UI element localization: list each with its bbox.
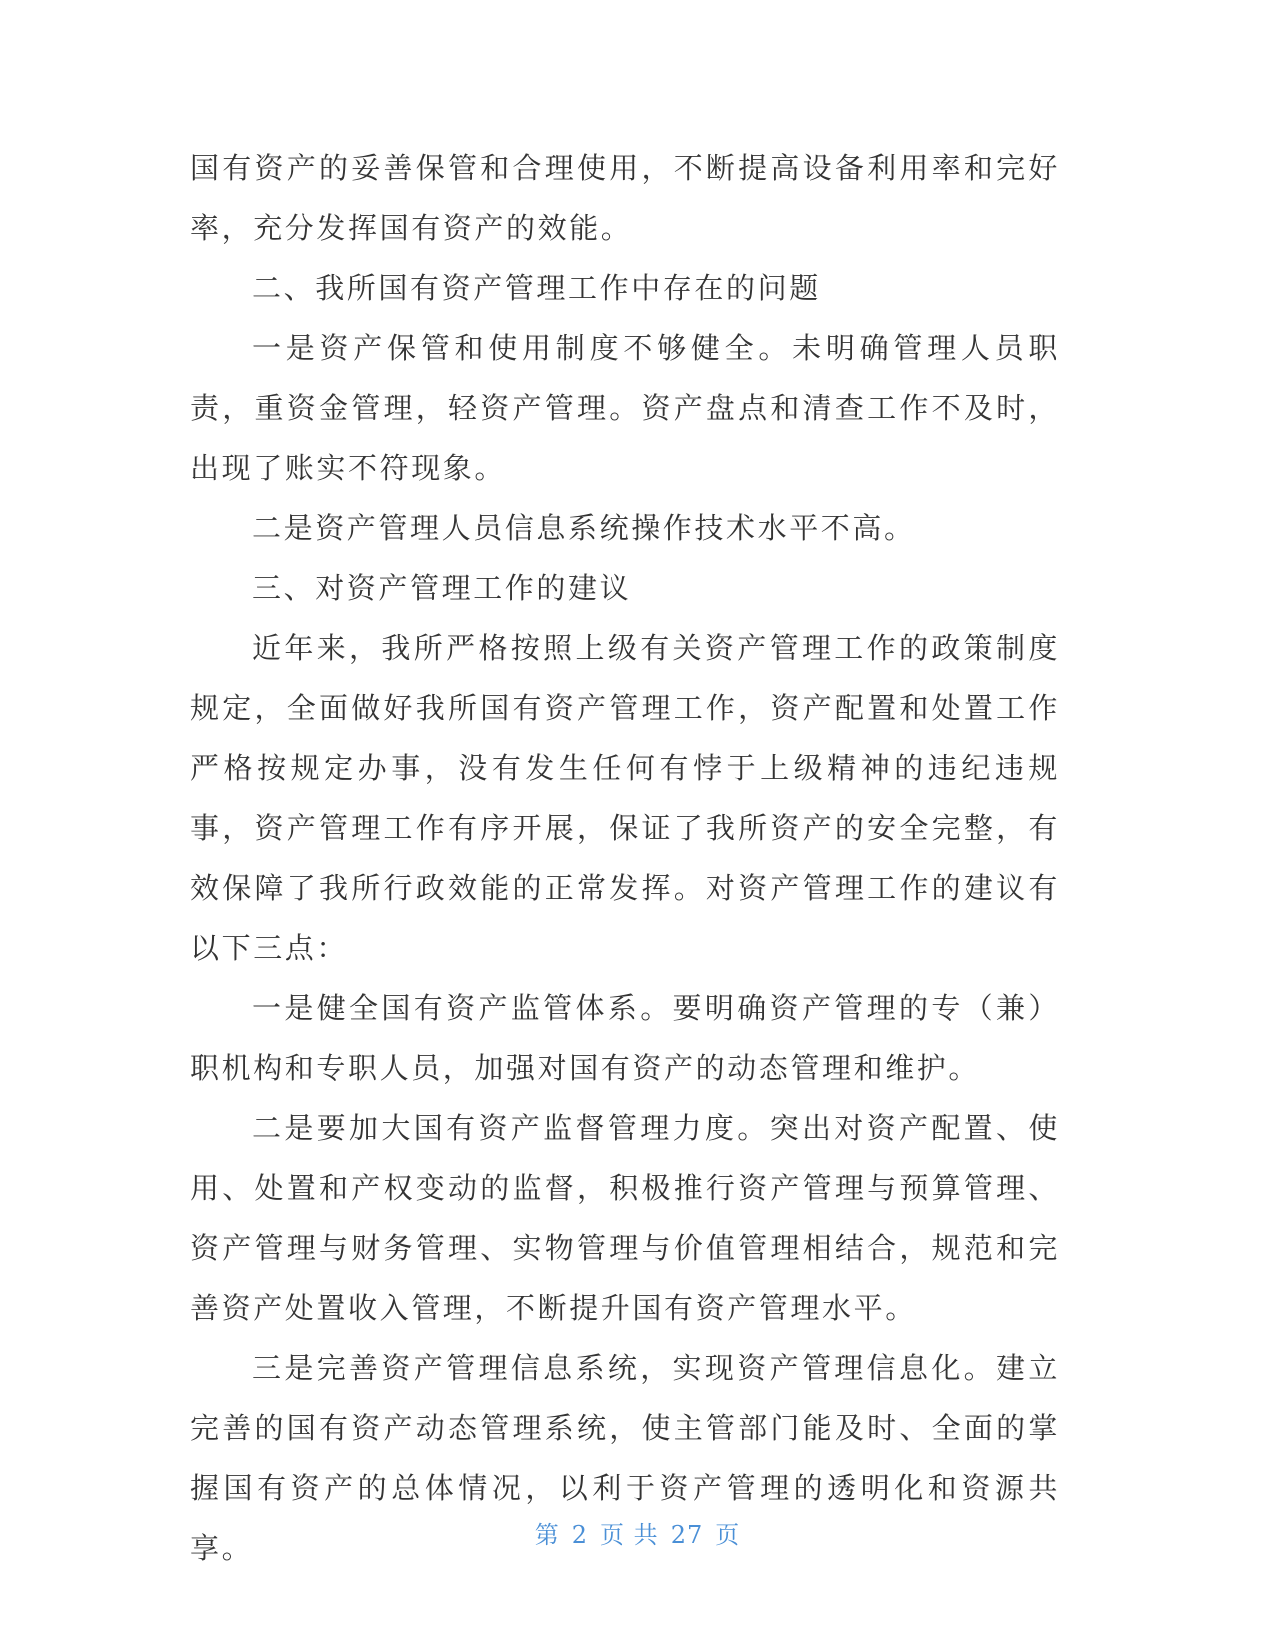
document-body: [190, 138, 1060, 1578]
footer-suffix: 页: [715, 1521, 741, 1549]
footer-middle: 页 共: [600, 1521, 659, 1549]
paragraph-6: 近年来，我所严格按照上级有关资产管理工作的政策制度规定，全面做好我所国有资产管理工作，资产配置和处置工作严格按规定办事，没有发生任何有悖于上级精神的违纪违规事，资产管理工作有序开展，保证了我所资产的安全完整，有效保障了我所行政效能的正常发挥。对资产管理工作的建议有以下三点：: [190, 631, 1060, 965]
paragraph-9: 三是完善资产管理信息系统，实现资产管理信息化。建立完善的国有资产动态管理系统，使主管部门能及时、全面的掌握国有资产的总体情况，以利于资产管理的透明化和资源共享。: [190, 1351, 1060, 1565]
footer-page-number: 2: [571, 1521, 589, 1549]
paragraph-1: 国有资产的妥善保管和合理使用，不断提高设备利用率和完好率，充分发挥国有资产的效能。: [190, 151, 1060, 245]
footer-total-pages: 27: [670, 1521, 704, 1549]
section-heading-suggestions: 三、对资产管理工作的建议: [252, 571, 632, 605]
paragraph-8: 二是要加大国有资产监督管理力度。突出对资产配置、使用、处置和产权变动的监督，积极推行资产管理与预算管理、资产管理与财务管理、实物管理与价值管理相结合，规范和完善资产处置收入管理，不断提升国有资产管理水平。: [190, 1111, 1060, 1325]
page-footer: [0, 1515, 1275, 1550]
paragraph-7: 一是健全国有资产监管体系。要明确资产管理的专（兼）职机构和专职人员，加强对国有资产的动态管理和维护。: [190, 991, 1060, 1085]
footer-prefix: 第: [534, 1521, 560, 1549]
paragraph-4: 二是资产管理人员信息系统操作技术水平不高。: [252, 511, 916, 545]
section-heading-problems: 二、我所国有资产管理工作中存在的问题: [252, 271, 821, 305]
paragraph-3: 一是资产保管和使用制度不够健全。未明确管理人员职责，重资金管理，轻资产管理。资产盘点和清查工作不及时，出现了账实不符现象。: [190, 331, 1060, 485]
